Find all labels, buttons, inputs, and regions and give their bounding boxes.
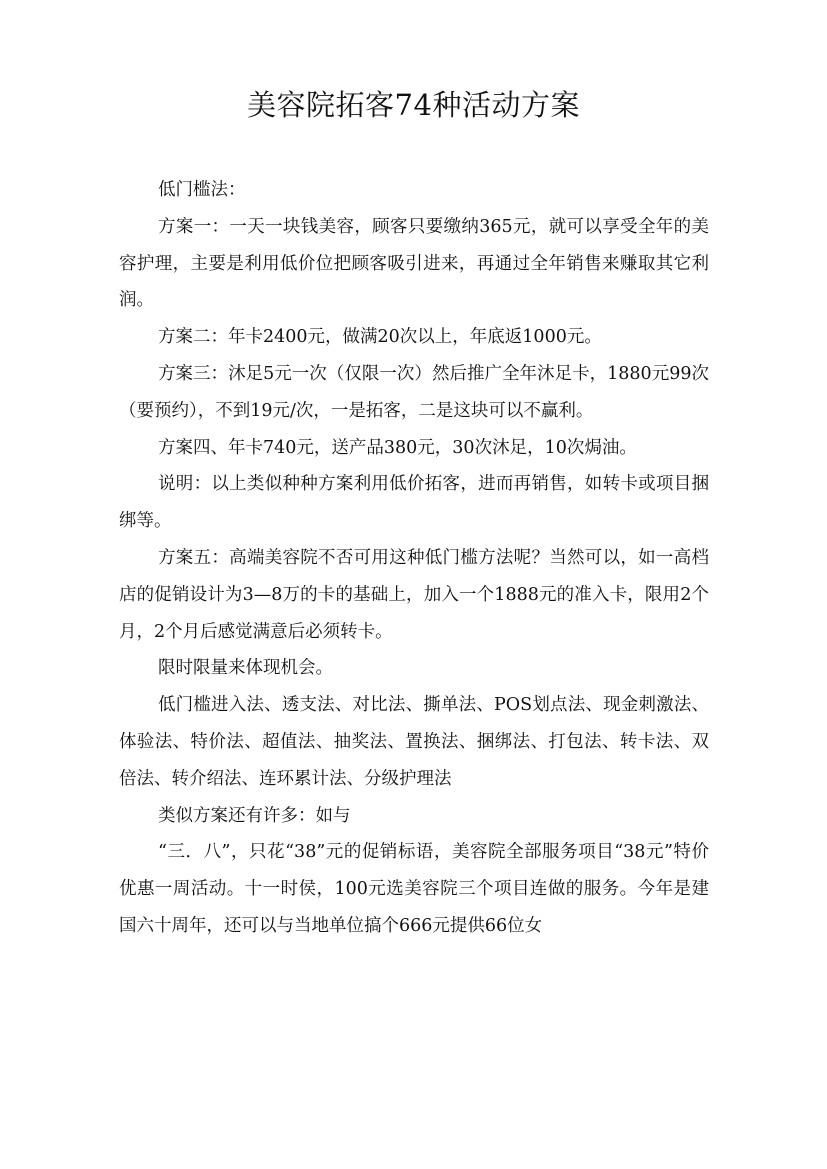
paragraph-low-threshold-heading: 低门槛法： [158, 180, 246, 200]
paragraph-limited-time: 限时限量来体现机会。 [158, 658, 333, 679]
paragraph-similar-plans: 类似方案还有许多：如与 [158, 805, 351, 826]
document-body [119, 172, 709, 945]
paragraph-plan-two: 方案二：年卡2400元，做满20次以上，年底返1000元。 [158, 327, 602, 348]
paragraph-plan-three: 方案三：沐足5元一次（仅限一次）然后推广全年沐足卡，1880元99次（要预约），不到19元/次，一是拓客，二是这块可以不赢利。 [119, 363, 709, 421]
paragraph-methods-list: 低门槛进入法、透支法、对比法、撕单法、POS划点法、现金刺激法、体验法、特价法、超值法、抽奖法、置换法、捆绑法、打包法、转卡法、双倍法、转介绍法、连环累计法、分级护理法 [119, 695, 709, 789]
paragraph-plan-one: 方案一：一天一块钱美容，顾客只要缴纳365元，就可以享受全年的美容护理，主要是利用低价位把顾客吸引进来，再通过全年销售来赚取其它利润。 [119, 216, 709, 311]
document-title: 美容院拓客74种活动方案 [247, 88, 580, 122]
paragraph-explanation: 说明：以上类似种种方案利用低价拓客，进而再销售，如转卡或项目捆绑等。 [119, 474, 709, 532]
paragraph-holiday-promotions: “三．八”，只花“38”元的促销标语，美容院全部服务项目“38元”特价优惠一周活动。十一时侯，100元选美容院三个项目连做的服务。今年是建国六十周年，还可以与当地单位搞个666元提供66位女 [119, 842, 709, 936]
paragraph-plan-four: 方案四、年卡740元，送产品380元，30次沐足，10次焗油。 [158, 437, 637, 458]
paragraph-plan-five: 方案五：高端美容院不否可用这种低门槛方法呢？当然可以，如一高档店的促销设计为3—8万的卡的基础上，加入一个1888元的准入卡，限用2个月，2个月后感觉满意后必须转卡。 [119, 547, 709, 642]
